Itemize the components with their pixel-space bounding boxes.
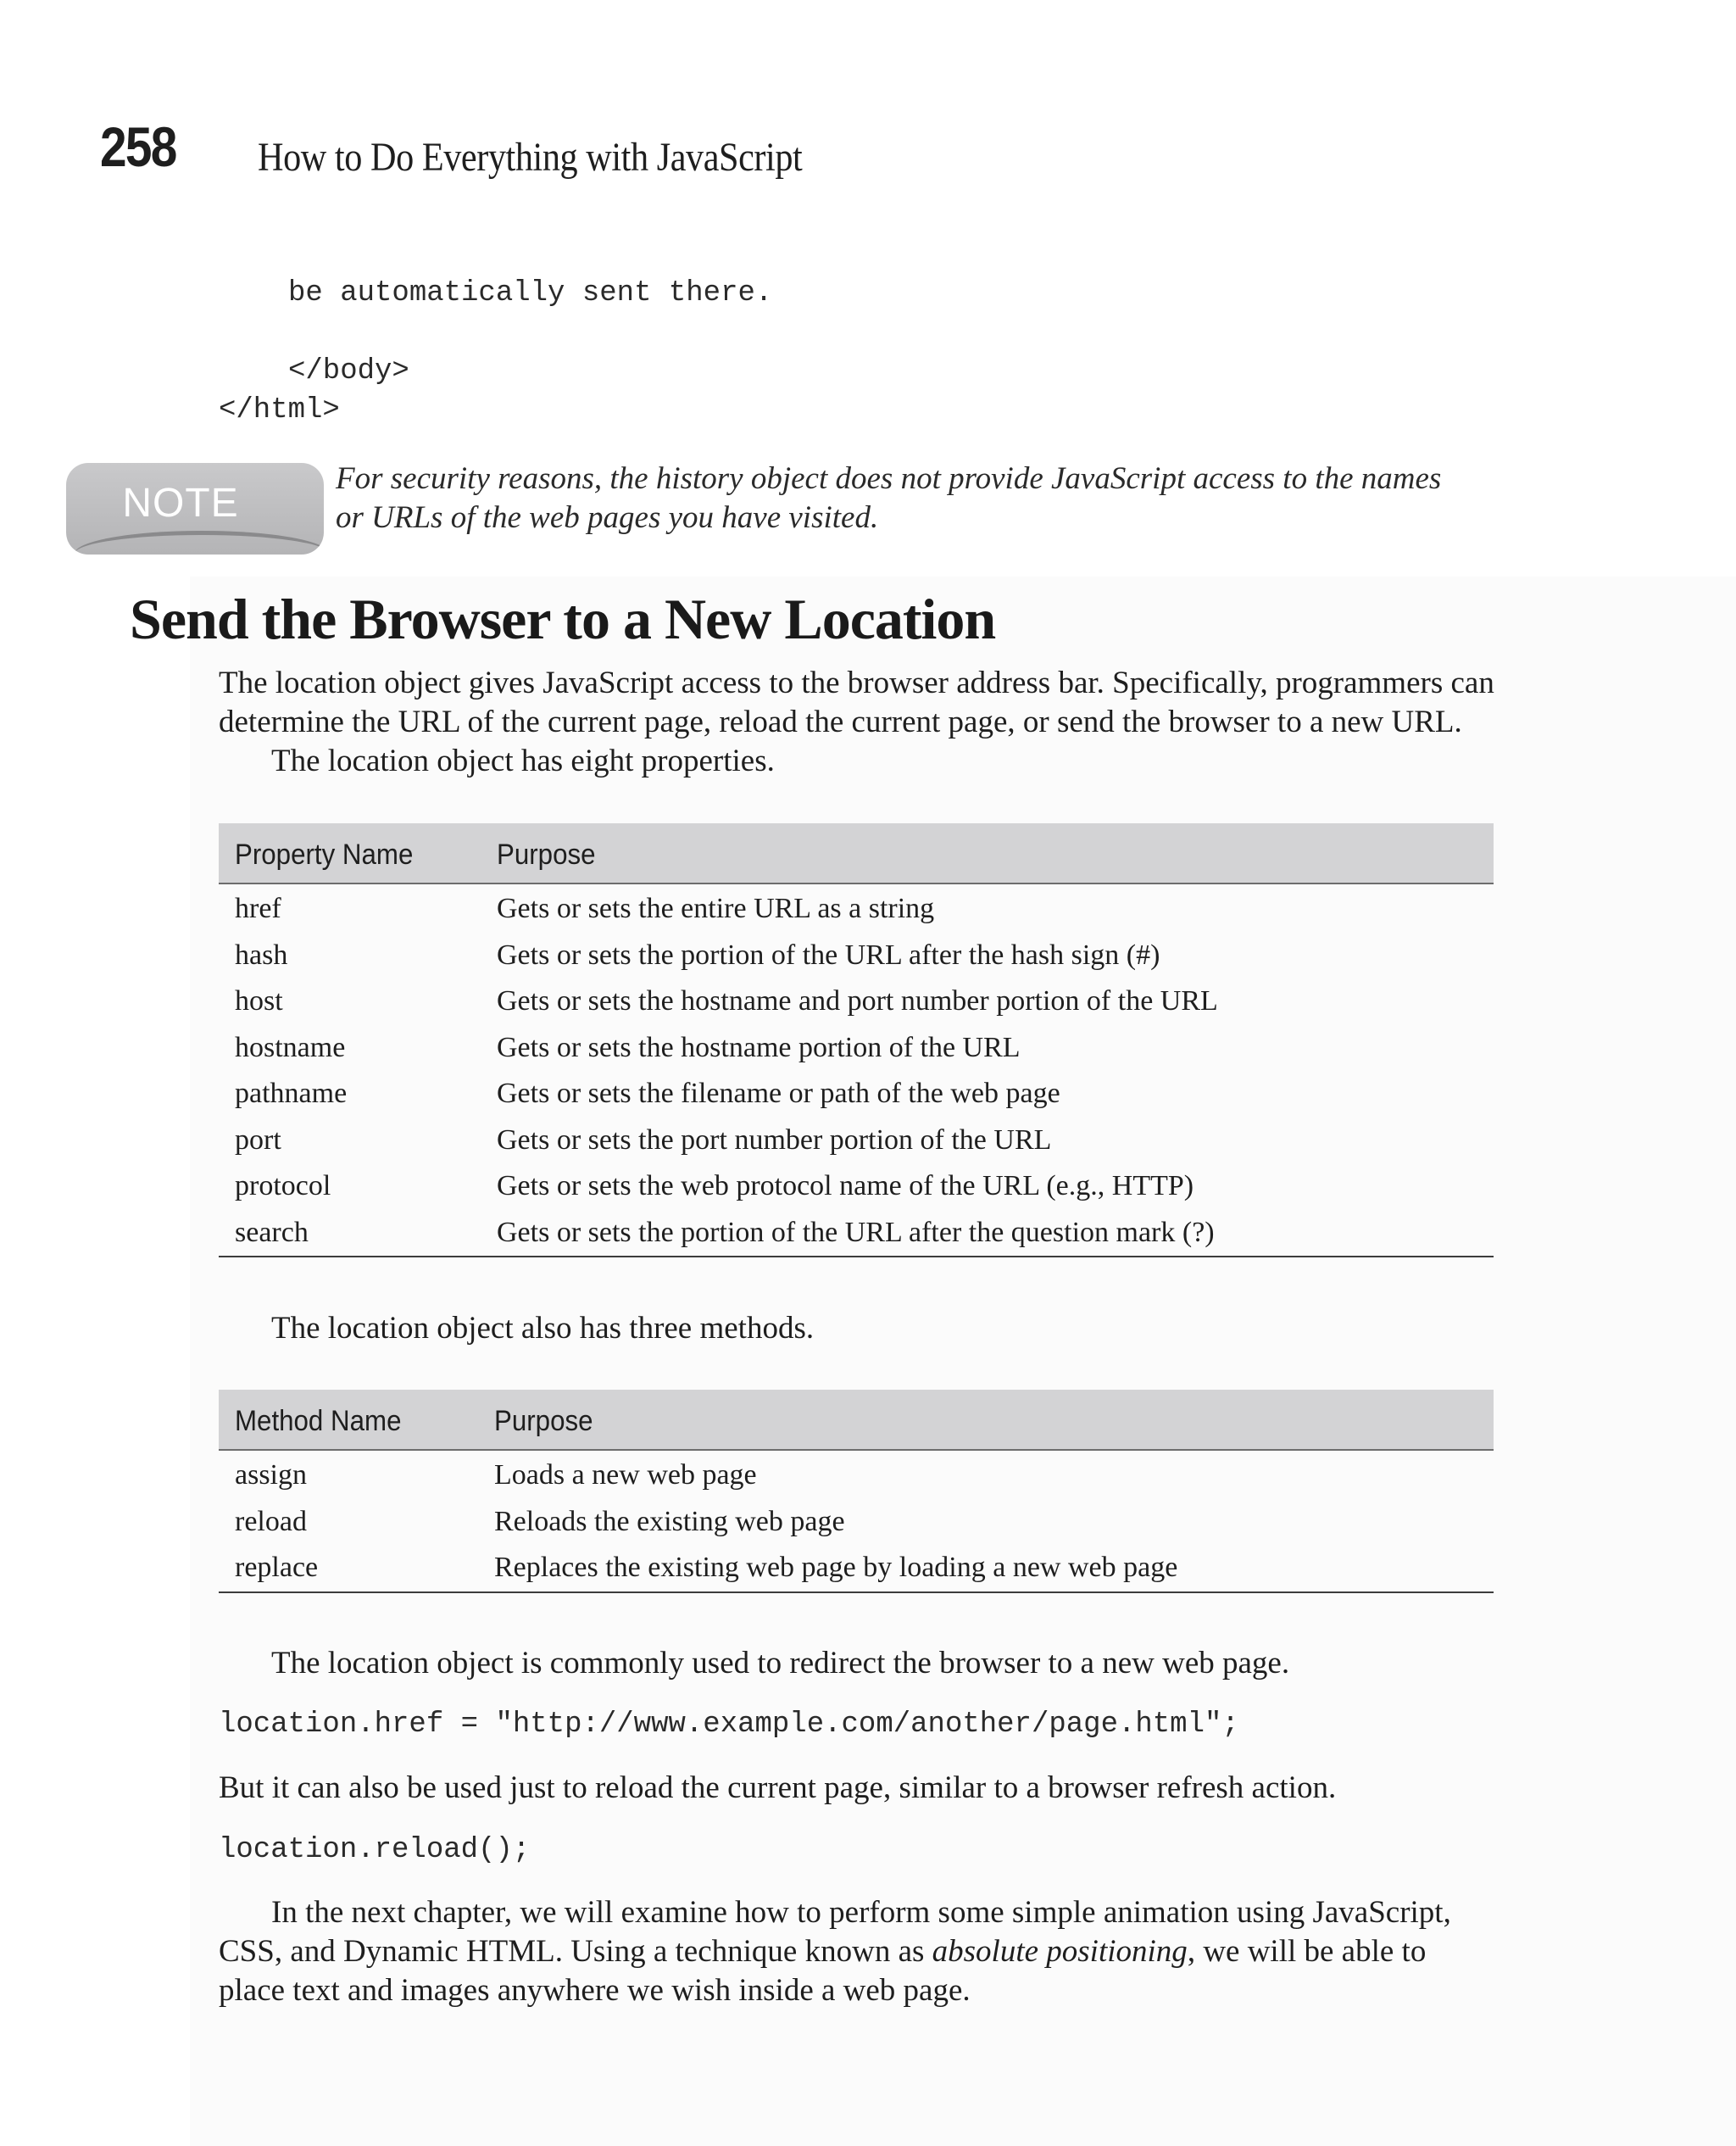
table-cell: search	[235, 1216, 309, 1248]
column-header: Property Name	[235, 839, 414, 871]
code-redirect: location.href = "http://www.example.com/another/page.html";	[219, 1708, 1239, 1741]
table-cell: protocol	[235, 1170, 331, 1201]
column-header: Purpose	[494, 1405, 593, 1437]
table-cell: Gets or sets the hostname portion of the URL	[497, 1031, 1021, 1063]
table-row	[219, 978, 1494, 1025]
note-swoosh	[75, 531, 324, 554]
table-cell: host	[235, 985, 283, 1017]
paragraph-line	[219, 1932, 1524, 1971]
table-row	[219, 1163, 1494, 1210]
table-bottom-rule	[219, 1591, 1494, 1593]
note-badge	[66, 463, 324, 555]
table-row	[219, 1545, 1494, 1591]
table-cell: Gets or sets the hostname and port number portion of the URL	[497, 985, 1218, 1017]
table-cell: Gets or sets the portion of the URL after the question mark (?)	[497, 1216, 1215, 1248]
paragraph-line: The location object has eight properties.	[271, 744, 775, 778]
table-cell: href	[235, 893, 281, 924]
table-row	[219, 1071, 1494, 1118]
note-text-line: For security reasons, the history object does not provide JavaScript access to the names	[336, 461, 1442, 496]
table-cell: Gets or sets the portion of the URL after the hash sign (#)	[497, 939, 1160, 971]
closing-paragraph	[219, 1893, 1524, 2010]
paragraph-line: place text and images anywhere we wish inside a web page.	[219, 1973, 971, 2008]
code-line: </html>	[219, 394, 340, 426]
table-cell: Reloads the existing web page	[494, 1505, 845, 1537]
text-run: , we will be able to	[1187, 1934, 1427, 1969]
table-cell: Gets or sets the web protocol name of the URL (e.g., HTTP)	[497, 1170, 1194, 1201]
code-reload: location.reload();	[219, 1834, 531, 1866]
text-run: CSS, and Dynamic HTML. Using a technique known as	[219, 1934, 932, 1969]
table-cell: reload	[235, 1505, 307, 1537]
code-line: </body>	[288, 355, 409, 387]
note-text-line: or URLs of the web pages you have visited.	[336, 500, 879, 535]
note-label: NOTE	[122, 481, 239, 526]
reload-paragraph: But it can also be used just to reload the current page, similar to a browser refresh action.	[219, 1770, 1337, 1805]
table-cell: assign	[235, 1459, 307, 1491]
paragraph-line: In the next chapter, we will examine how to perform some simple animation using JavaScript,	[271, 1895, 1451, 1930]
book-title: How to Do Everything with JavaScript	[258, 135, 803, 180]
properties-table	[219, 823, 1494, 1257]
page-number: 258	[100, 115, 176, 178]
table-row	[219, 1118, 1494, 1164]
table-header	[219, 1390, 1494, 1451]
table-bottom-rule	[219, 1256, 1494, 1257]
section-heading: Send the Browser to a New Location	[130, 587, 996, 651]
methods-table	[219, 1390, 1494, 1593]
column-header: Purpose	[497, 839, 596, 871]
code-line: be automatically sent there.	[288, 277, 773, 309]
table-cell: Loads a new web page	[494, 1459, 757, 1491]
paragraph-line: The location object gives JavaScript access to the browser address bar. Specifically, programmers can	[219, 666, 1494, 700]
redirect-paragraph: The location object is commonly used to redirect the browser to a new web page.	[271, 1646, 1290, 1681]
table-cell: port	[235, 1123, 281, 1156]
table-row	[219, 1499, 1494, 1546]
table-cell: pathname	[235, 1078, 348, 1109]
intro-paragraph	[219, 664, 1524, 781]
table-cell: replace	[235, 1552, 319, 1583]
note-text	[336, 460, 1505, 538]
table-row	[219, 933, 1494, 979]
table-cell: Gets or sets the filename or path of the web page	[497, 1078, 1060, 1109]
table-row	[219, 1210, 1494, 1257]
table-row	[219, 1025, 1494, 1072]
table-cell: Gets or sets the entire URL as a string	[497, 893, 935, 924]
paragraph-line: determine the URL of the current page, reload the current page, or send the browser to a new URL.	[219, 705, 1462, 739]
column-header: Method Name	[235, 1405, 402, 1437]
table-cell: hostname	[235, 1031, 346, 1063]
methods-intro: The location object also has three methods.	[271, 1311, 815, 1346]
table-cell: hash	[235, 939, 288, 971]
table-row	[219, 886, 1494, 933]
table-row	[219, 1452, 1494, 1499]
emphasis-term: absolute positioning	[932, 1934, 1188, 1969]
table-cell: Replaces the existing web page by loading a new web page	[494, 1552, 1178, 1583]
table-header	[219, 823, 1494, 884]
table-cell: Gets or sets the port number portion of the URL	[497, 1123, 1052, 1156]
